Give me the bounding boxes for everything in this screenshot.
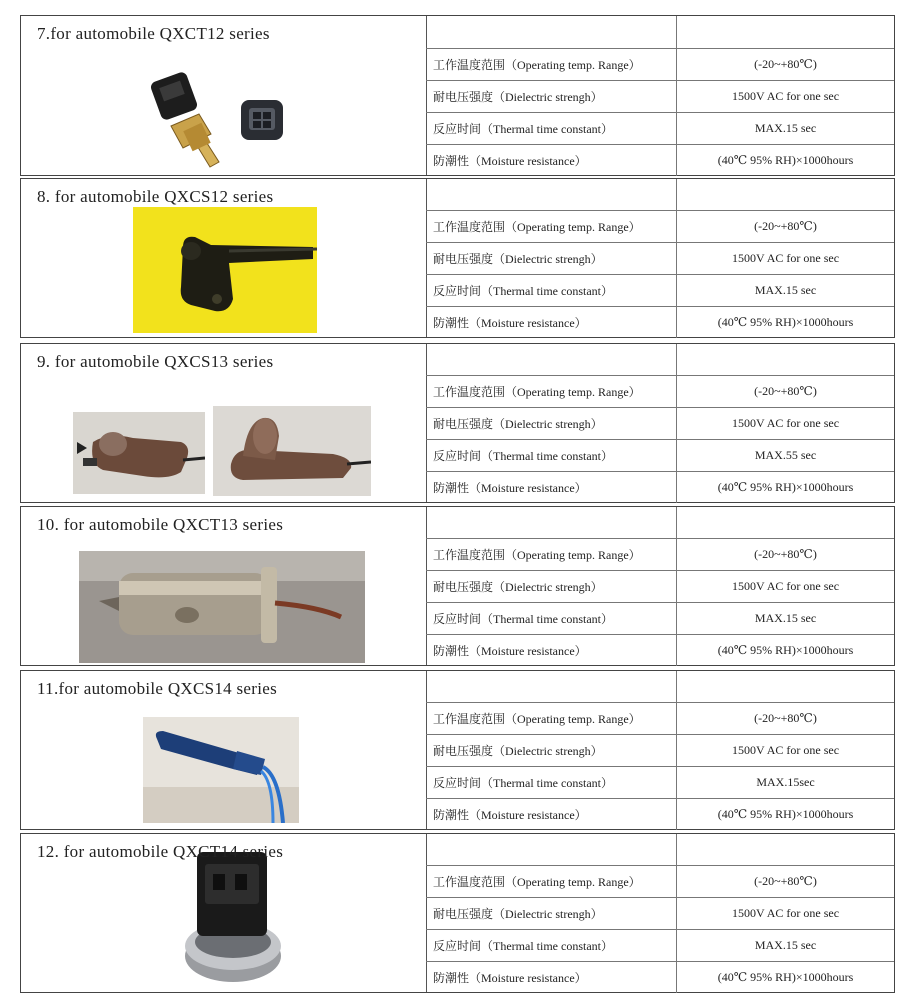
sensor-photo-qxcs14	[143, 717, 299, 823]
spec-value: (-20~+80℃)	[754, 57, 817, 71]
spec-value: 1500V AC for one sec	[731, 743, 840, 757]
spec-value: MAX.15 sec	[754, 611, 817, 625]
product-panel	[21, 179, 427, 337]
spec-row	[426, 735, 894, 767]
spec-table	[426, 834, 894, 992]
spec-value: MAX.55 sec	[754, 448, 817, 462]
spec-row	[426, 243, 894, 275]
spec-label: 工作温度范围 （Operating temp. Range）	[426, 49, 677, 80]
spec-table	[426, 16, 894, 175]
spec-header-row	[426, 344, 894, 376]
spec-label: 反应时间 （Thermal time constant）	[426, 275, 677, 306]
spec-row	[426, 113, 894, 145]
spec-value: MAX.15 sec	[754, 121, 817, 135]
spec-row	[426, 376, 894, 408]
spec-row	[426, 930, 894, 962]
spec-row	[426, 81, 894, 113]
spec-label: 耐电压强度 （Dielectric strengh）	[426, 898, 677, 929]
spec-label: 反应时间 （Thermal time constant）	[426, 603, 677, 634]
spec-label: 反应时间 （Thermal time constant）	[426, 930, 677, 961]
spec-label: 防潮性 （Moisture resistance）	[426, 472, 677, 503]
spec-label: 耐电压强度 （Dielectric strengh）	[426, 243, 677, 274]
product-section-qxcs12	[20, 178, 895, 338]
spec-label: 防潮性 （Moisture resistance）	[426, 307, 677, 338]
spec-label: 反应时间 （Thermal time constant）	[426, 767, 677, 798]
section-title: 11.for automobile QXCS14 series	[37, 679, 278, 698]
spec-value: (40℃ 95% RH)×1000hours	[717, 480, 854, 494]
spec-value: (-20~+80℃)	[754, 384, 817, 398]
spec-header-row	[426, 507, 894, 539]
section-title: 9. for automobile QXCS13 series	[37, 352, 274, 371]
spec-label: 防潮性 （Moisture resistance）	[426, 145, 677, 176]
spec-row	[426, 603, 894, 635]
spec-value: MAX.15 sec	[754, 283, 817, 297]
product-panel	[21, 16, 427, 175]
spec-label: 工作温度范围 （Operating temp. Range）	[426, 376, 677, 407]
section-title: 10. for automobile QXCT13 series	[37, 515, 284, 534]
spec-label: 耐电压强度 （Dielectric strengh）	[426, 571, 677, 602]
spec-value: (-20~+80℃)	[754, 711, 817, 725]
spec-value: (40℃ 95% RH)×1000hours	[717, 643, 854, 657]
spec-row	[426, 635, 894, 666]
spec-label: 反应时间 （Thermal time constant）	[426, 113, 677, 144]
spec-row	[426, 962, 894, 993]
spec-row	[426, 145, 894, 176]
product-panel	[21, 671, 427, 829]
spec-row	[426, 49, 894, 81]
spec-label: 防潮性 （Moisture resistance）	[426, 962, 677, 993]
product-panel	[21, 344, 427, 502]
spec-label: 防潮性 （Moisture resistance）	[426, 799, 677, 830]
spec-value: 1500V AC for one sec	[731, 89, 840, 103]
spec-value: (-20~+80℃)	[754, 219, 817, 233]
product-panel	[21, 834, 427, 992]
product-panel	[21, 507, 427, 665]
spec-value: (40℃ 95% RH)×1000hours	[717, 970, 854, 984]
spec-table	[426, 671, 894, 829]
spec-label: 耐电压强度 （Dielectric strengh）	[426, 735, 677, 766]
spec-value: 1500V AC for one sec	[731, 251, 840, 265]
spec-value: 1500V AC for one sec	[731, 416, 840, 430]
spec-value: (-20~+80℃)	[754, 547, 817, 561]
spec-label: 耐电压强度 （Dielectric strengh）	[426, 81, 677, 112]
spec-value: 1500V AC for one sec	[731, 906, 840, 920]
spec-header-row	[426, 671, 894, 703]
spec-table	[426, 179, 894, 337]
spec-row	[426, 275, 894, 307]
spec-label: 工作温度范围 （Operating temp. Range）	[426, 539, 677, 570]
spec-header-row	[426, 16, 894, 49]
spec-row	[426, 703, 894, 735]
spec-value: MAX.15 sec	[754, 938, 817, 952]
spec-table	[426, 344, 894, 502]
spec-table	[426, 507, 894, 665]
product-section-qxct12	[20, 15, 895, 176]
spec-value: 1500V AC for one sec	[731, 579, 840, 593]
product-section-qxcs14	[20, 670, 895, 830]
sensor-photo-qxct14	[181, 846, 291, 992]
section-title: 12. for automobile QXCT14 series	[37, 842, 284, 861]
spec-row	[426, 539, 894, 571]
spec-label: 工作温度范围 （Operating temp. Range）	[426, 211, 677, 242]
sensor-photo-qxcs12	[133, 207, 317, 333]
spec-row	[426, 898, 894, 930]
product-section-qxct14	[20, 833, 895, 993]
spec-label: 耐电压强度 （Dielectric strengh）	[426, 408, 677, 439]
spec-label: 工作温度范围 （Operating temp. Range）	[426, 703, 677, 734]
spec-row	[426, 307, 894, 338]
spec-row	[426, 472, 894, 503]
spec-value: MAX.15sec	[756, 775, 815, 789]
spec-label: 反应时间 （Thermal time constant）	[426, 440, 677, 471]
sensor-photo-qxcs13-a	[73, 412, 205, 494]
sensor-photo-qxct12	[141, 56, 301, 171]
spec-row	[426, 799, 894, 830]
spec-header-row	[426, 179, 894, 211]
section-title: 8. for automobile QXCS12 series	[37, 187, 274, 206]
spec-row	[426, 408, 894, 440]
spec-row	[426, 211, 894, 243]
spec-row	[426, 767, 894, 799]
spec-label: 防潮性 （Moisture resistance）	[426, 635, 677, 666]
sensor-photo-qxct13	[79, 551, 365, 663]
spec-row	[426, 440, 894, 472]
spec-value: (40℃ 95% RH)×1000hours	[717, 315, 854, 329]
spec-value: (40℃ 95% RH)×1000hours	[717, 153, 854, 167]
spec-header-row	[426, 834, 894, 866]
product-section-qxct13	[20, 506, 895, 666]
spec-row	[426, 571, 894, 603]
product-section-qxcs13	[20, 343, 895, 503]
spec-row	[426, 866, 894, 898]
spec-value: (40℃ 95% RH)×1000hours	[717, 807, 854, 821]
sensor-photo-qxcs13-b	[213, 406, 371, 496]
spec-value: (-20~+80℃)	[754, 874, 817, 888]
section-title: 7.for automobile QXCT12 series	[37, 24, 270, 43]
spec-label: 工作温度范围 （Operating temp. Range）	[426, 866, 677, 897]
